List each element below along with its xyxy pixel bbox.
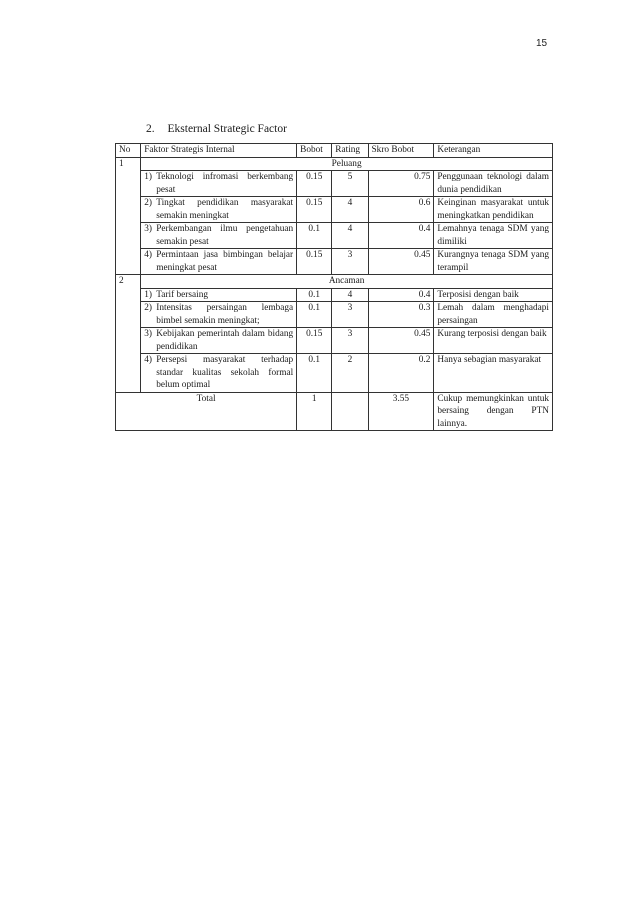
factor-text: Kebijakan pemerintah dalam bidang pendidikan [156,329,294,352]
table-row [116,197,553,223]
total-skor-bobot: 3.55 [368,392,434,431]
keterangan-cell: Hanya sebagian masyarakat [434,354,553,393]
skor-bobot-cell: 0.3 [368,302,434,328]
keterangan-cell: Keinginan masyarakat untuk meningkatkan pendidikan [434,197,553,223]
rating-cell: 2 [332,354,368,393]
header-keterangan: Keterangan [434,144,553,158]
section-heading [146,123,287,135]
skor-bobot-cell: 0.2 [368,354,434,393]
header-skor-bobot: Skro Bobot [368,144,434,158]
bobot-cell: 0.15 [297,328,332,354]
factor-marker: 2) [144,198,152,208]
group-title: Ancaman [141,275,553,289]
factor-marker: 4) [144,250,152,260]
factor-item [144,249,293,274]
factor-text: Tarif bersaing [156,289,209,300]
rating-cell: 4 [332,288,368,302]
factor-cell [141,354,297,393]
factor-marker: 3) [144,224,152,234]
section-number: 2. [146,123,155,135]
total-label: Total [116,392,297,431]
table-row [116,171,553,197]
table-body [116,157,553,431]
factor-item [144,302,293,327]
factor-text: Perkembangan ilmu pengetahuan semakin pesat [156,224,294,247]
total-keterangan: Cukup memungkinkan untuk bersaing dengan PTN lainnya. [434,392,553,431]
table-row [116,354,553,393]
bobot-cell: 0.15 [297,171,332,197]
factor-cell [141,171,297,197]
skor-bobot-cell: 0.75 [368,171,434,197]
rating-cell: 4 [332,197,368,223]
rating-cell: 3 [332,249,368,275]
factor-item [144,171,293,196]
rating-cell: 3 [332,302,368,328]
table-row [116,328,553,354]
rating-cell: 5 [332,171,368,197]
bobot-cell: 0.1 [297,354,332,393]
keterangan-cell: Lemahnya tenaga SDM yang dimiliki [434,223,553,249]
header-factor: Faktor Strategis Internal [141,144,297,158]
keterangan-cell: Lemah dalam menghadapi persaingan [434,302,553,328]
rating-cell: 3 [332,328,368,354]
skor-bobot-cell: 0.45 [368,249,434,275]
factor-text: Intensitas persaingan lembaga bimbel semakin meningkat; [156,303,294,326]
header-rating: Rating [332,144,368,158]
factor-marker: 3) [144,329,152,339]
factor-item [144,328,293,353]
table-row [116,249,553,275]
keterangan-cell: Terposisi dengan baik [434,288,553,302]
rating-cell: 4 [332,223,368,249]
table-row [116,288,553,302]
total-bobot: 1 [297,392,332,431]
header-no: No [116,144,141,158]
group-row [116,275,553,289]
section-title: Eksternal Strategic Factor [167,123,287,135]
header-bobot: Bobot [297,144,332,158]
factor-item [144,289,293,302]
table-row [116,302,553,328]
skor-bobot-cell: 0.4 [368,223,434,249]
group-row [116,157,553,171]
factor-item [144,223,293,248]
bobot-cell: 0.15 [297,197,332,223]
skor-bobot-cell: 0.4 [368,288,434,302]
bobot-cell: 0.1 [297,223,332,249]
factor-cell [141,328,297,354]
factor-text: Tingkat pendidikan masyarakat semakin meningkat [156,198,294,221]
factor-item [144,354,293,392]
bobot-cell: 0.15 [297,249,332,275]
group-title: Peluang [141,157,553,171]
factor-cell [141,249,297,275]
factor-cell [141,288,297,302]
bobot-cell: 0.1 [297,288,332,302]
group-number: 2 [116,275,141,393]
factor-marker: 1) [144,289,152,300]
factor-item [144,197,293,222]
group-number: 1 [116,157,141,275]
keterangan-cell: Penggunaan teknologi dalam dunia pendidikan [434,171,553,197]
total-rating [332,392,368,431]
keterangan-cell: Kurangnya tenaga SDM yang terampil [434,249,553,275]
skor-bobot-cell: 0.6 [368,197,434,223]
table-row [116,223,553,249]
bobot-cell: 0.1 [297,302,332,328]
factor-cell [141,302,297,328]
keterangan-cell: Kurang terposisi dengan baik [434,328,553,354]
factor-marker: 2) [144,303,152,313]
factor-marker: 1) [144,172,152,182]
factor-marker: 4) [144,355,152,365]
skor-bobot-cell: 0.45 [368,328,434,354]
factor-cell [141,223,297,249]
factor-text: Teknologi infromasi berkembang pesat [156,172,294,195]
factor-text: Permintaan jasa bimbingan belajar meningkat pesat [156,250,294,273]
external-strategic-factor-table [115,143,553,431]
page-number: 15 [536,38,548,49]
table-header-row [116,144,553,158]
total-row [116,392,553,431]
factor-text: Persepsi masyarakat terhadap standar kualitas sekolah formal belum optimal [156,355,294,390]
factor-cell [141,197,297,223]
